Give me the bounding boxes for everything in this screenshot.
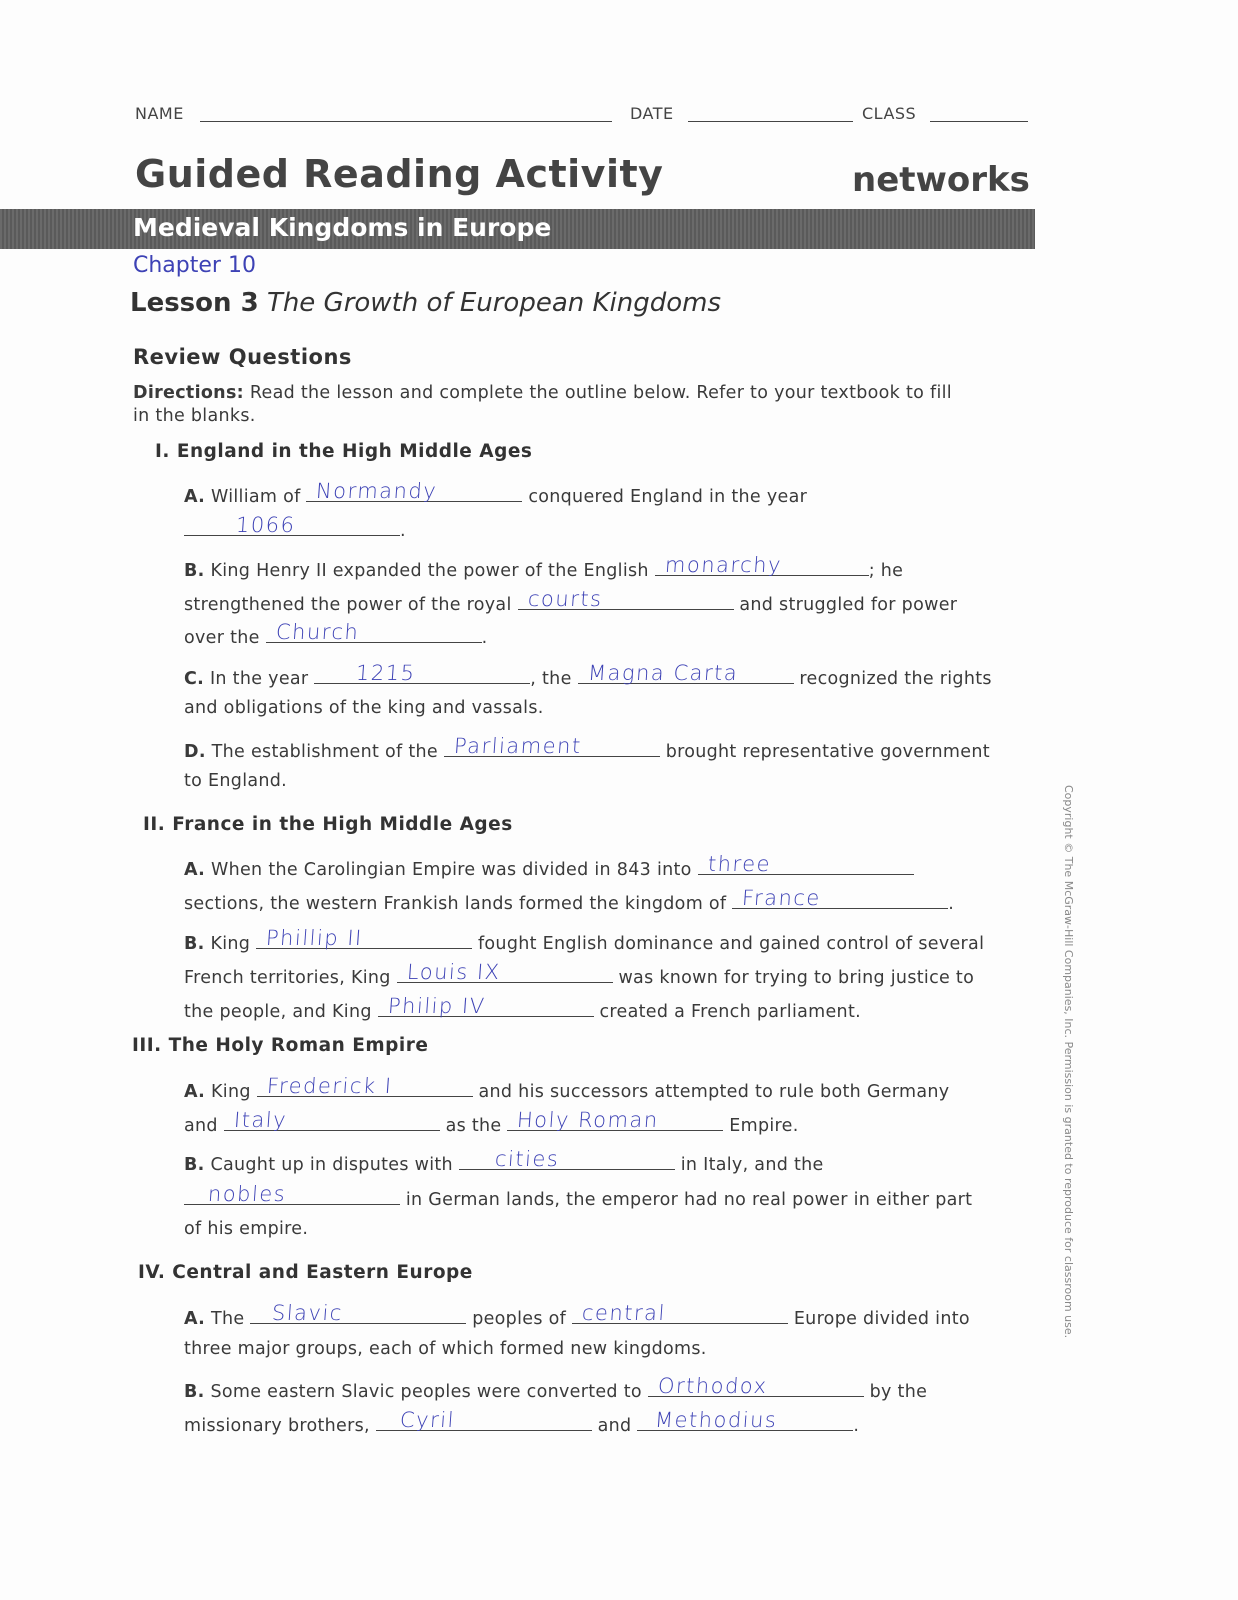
text: The establishment of the	[211, 742, 438, 762]
answer: Italy	[232, 1108, 288, 1132]
item-ii-b	[184, 928, 984, 956]
item-ii-b-2	[184, 962, 974, 990]
answer: central	[581, 1301, 667, 1325]
answer: three	[706, 852, 772, 876]
answer: Phillip II	[265, 926, 364, 950]
answer: Philip IV	[386, 994, 487, 1018]
unit-title: Medieval Kingdoms in Europe	[133, 213, 552, 242]
answer: 1215	[355, 661, 417, 685]
text: French territories, King	[184, 968, 391, 988]
section-heading: I. England in the High Middle Ages	[155, 441, 533, 462]
answer-blank[interactable]	[314, 663, 530, 684]
text: in Italy, and the	[680, 1155, 824, 1175]
answer: Church	[274, 620, 360, 644]
answer: cities	[493, 1147, 560, 1171]
answer: Orthodox	[656, 1374, 769, 1398]
answer-blank[interactable]	[518, 589, 734, 610]
text: as the	[445, 1116, 502, 1136]
text: Caught up in disputes with	[210, 1155, 453, 1175]
item-i-d-2: to England.	[184, 771, 288, 791]
lesson-title: The Growth of European Kingdoms	[266, 288, 722, 318]
text: , the	[530, 669, 572, 689]
item-label: A.	[184, 860, 206, 880]
name-label: NAME	[135, 104, 184, 123]
text: In the year	[209, 669, 309, 689]
answer-blank[interactable]	[184, 1184, 400, 1205]
item-label: D.	[184, 742, 206, 762]
text: ; he	[868, 561, 904, 581]
answer-blank[interactable]	[572, 1303, 788, 1324]
item-iii-a-2	[184, 1110, 799, 1138]
date-label: DATE	[630, 104, 674, 123]
item-label: A.	[184, 487, 206, 507]
brand-logo: networks	[852, 160, 1030, 200]
item-i-c-2: and obligations of the king and vassals.	[184, 698, 544, 718]
item-iii-b	[184, 1149, 824, 1177]
text: and struggled for power	[739, 595, 958, 615]
text: created a French parliament.	[599, 1002, 861, 1022]
item-i-a-2	[184, 515, 406, 543]
answer-blank[interactable]	[397, 962, 613, 983]
class-field[interactable]	[930, 121, 1028, 122]
answer-blank[interactable]	[459, 1149, 675, 1170]
text: and his successors attempted to rule both Germany	[478, 1082, 950, 1102]
answer-blank[interactable]	[184, 515, 400, 536]
directions-label: Directions:	[133, 383, 244, 403]
text: The	[211, 1309, 245, 1329]
item-iv-a-2: three major groups, each of which formed new kingdoms.	[184, 1339, 707, 1359]
answer: 1066	[235, 513, 297, 537]
item-label: B.	[184, 934, 205, 954]
item-ii-a	[184, 854, 914, 882]
item-label: C.	[184, 669, 205, 689]
text: peoples of	[472, 1309, 567, 1329]
item-label: B.	[184, 1382, 205, 1402]
answer-blank[interactable]	[376, 1410, 592, 1431]
text: .	[853, 1416, 860, 1436]
item-iii-b-3: of his empire.	[184, 1219, 309, 1239]
review-heading: Review Questions	[133, 345, 352, 369]
item-i-b-2	[184, 589, 957, 617]
answer: Methodius	[654, 1408, 779, 1432]
text: When the Carolingian Empire was divided in 843 into	[211, 860, 692, 880]
item-iv-b	[184, 1376, 927, 1404]
lesson-label: Lesson 3	[130, 288, 259, 318]
text: missionary brothers,	[184, 1416, 370, 1436]
answer-blank[interactable]	[507, 1110, 723, 1131]
answer-blank[interactable]	[655, 555, 869, 576]
text: Empire.	[729, 1116, 799, 1136]
name-field[interactable]	[200, 121, 612, 122]
text: .	[400, 521, 406, 541]
answer-blank[interactable]	[250, 1303, 466, 1324]
directions	[133, 381, 952, 405]
answer-blank[interactable]	[698, 854, 914, 875]
answer: Magna Carta	[586, 661, 739, 685]
text: and	[184, 1116, 218, 1136]
answer-blank[interactable]	[732, 888, 948, 909]
answer: courts	[526, 587, 603, 611]
class-label: CLASS	[862, 104, 917, 123]
page-title: Guided Reading Activity	[135, 152, 664, 196]
item-label: A.	[184, 1309, 206, 1329]
answer-blank[interactable]	[306, 481, 522, 502]
text: .	[481, 628, 488, 648]
text: .	[948, 894, 955, 914]
answer-blank[interactable]	[637, 1410, 853, 1431]
date-field[interactable]	[688, 121, 853, 122]
answer-blank[interactable]	[578, 663, 794, 684]
answer-blank[interactable]	[444, 736, 660, 757]
directions-text: Read the lesson and complete the outline below. Refer to your textbook to fill	[249, 383, 952, 403]
answer: Holy Roman	[516, 1108, 660, 1132]
text: the people, and King	[184, 1002, 372, 1022]
answer-blank[interactable]	[648, 1376, 864, 1397]
item-ii-a-2	[184, 888, 954, 916]
unit-banner	[0, 209, 1035, 249]
item-iii-a	[184, 1076, 949, 1104]
section-heading: III. The Holy Roman Empire	[132, 1035, 429, 1056]
text: was known for trying to bring justice to	[618, 968, 975, 988]
answer-blank[interactable]	[224, 1110, 440, 1131]
chapter-note: Chapter 10	[133, 253, 256, 278]
answer-blank[interactable]	[256, 928, 472, 949]
answer: nobles	[207, 1182, 288, 1206]
text: and	[597, 1416, 632, 1436]
lesson-heading	[130, 288, 721, 318]
item-i-c	[184, 663, 992, 691]
item-iii-b-2	[184, 1184, 972, 1212]
answer-blank[interactable]	[378, 996, 594, 1017]
item-i-b-3	[184, 622, 487, 650]
directions-text-2: in the blanks.	[133, 406, 256, 426]
answer: France	[741, 886, 822, 910]
text: conquered England in the year	[528, 487, 808, 507]
answer: Cyril	[398, 1408, 456, 1432]
text: sections, the western Frankish lands formed the kingdom of	[184, 894, 727, 914]
answer: Slavic	[271, 1301, 345, 1325]
text: Europe divided into	[793, 1309, 970, 1329]
text: recognized the rights	[799, 669, 992, 689]
text: over the	[184, 628, 260, 648]
section-heading: IV. Central and Eastern Europe	[138, 1262, 473, 1283]
text: King	[210, 934, 251, 954]
answer: Frederick I	[265, 1074, 393, 1098]
text: King Henry II expanded the power of the English	[210, 561, 649, 581]
item-label: A.	[184, 1082, 206, 1102]
item-label: B.	[184, 561, 205, 581]
item-label: B.	[184, 1155, 205, 1175]
answer: Louis IX	[405, 960, 501, 984]
section-heading: II. France in the High Middle Ages	[143, 814, 513, 835]
item-i-a	[184, 481, 807, 509]
item-i-b	[184, 555, 903, 583]
answer: Normandy	[315, 479, 439, 503]
item-i-d	[184, 736, 990, 764]
item-iv-b-2	[184, 1410, 859, 1438]
answer: Parliament	[453, 734, 583, 758]
answer-blank[interactable]	[257, 1076, 473, 1097]
text: King	[211, 1082, 251, 1102]
text: by the	[869, 1382, 928, 1402]
text: Some eastern Slavic peoples were converted to	[210, 1382, 642, 1402]
text: William of	[211, 487, 301, 507]
text: brought representative government	[665, 742, 990, 762]
text: in German lands, the emperor had no real power in either part	[405, 1190, 973, 1210]
copyright-notice: Copyright © The McGraw-Hill Companies, Inc. Permission is granted to reproduce for classroom use.	[1062, 785, 1075, 1339]
item-iv-a	[184, 1303, 970, 1331]
answer-blank[interactable]	[266, 622, 482, 643]
text: strengthened the power of the royal	[184, 595, 512, 615]
item-ii-b-3	[184, 996, 861, 1024]
text: fought English dominance and gained control of several	[477, 934, 985, 954]
answer: monarchy	[663, 553, 783, 577]
